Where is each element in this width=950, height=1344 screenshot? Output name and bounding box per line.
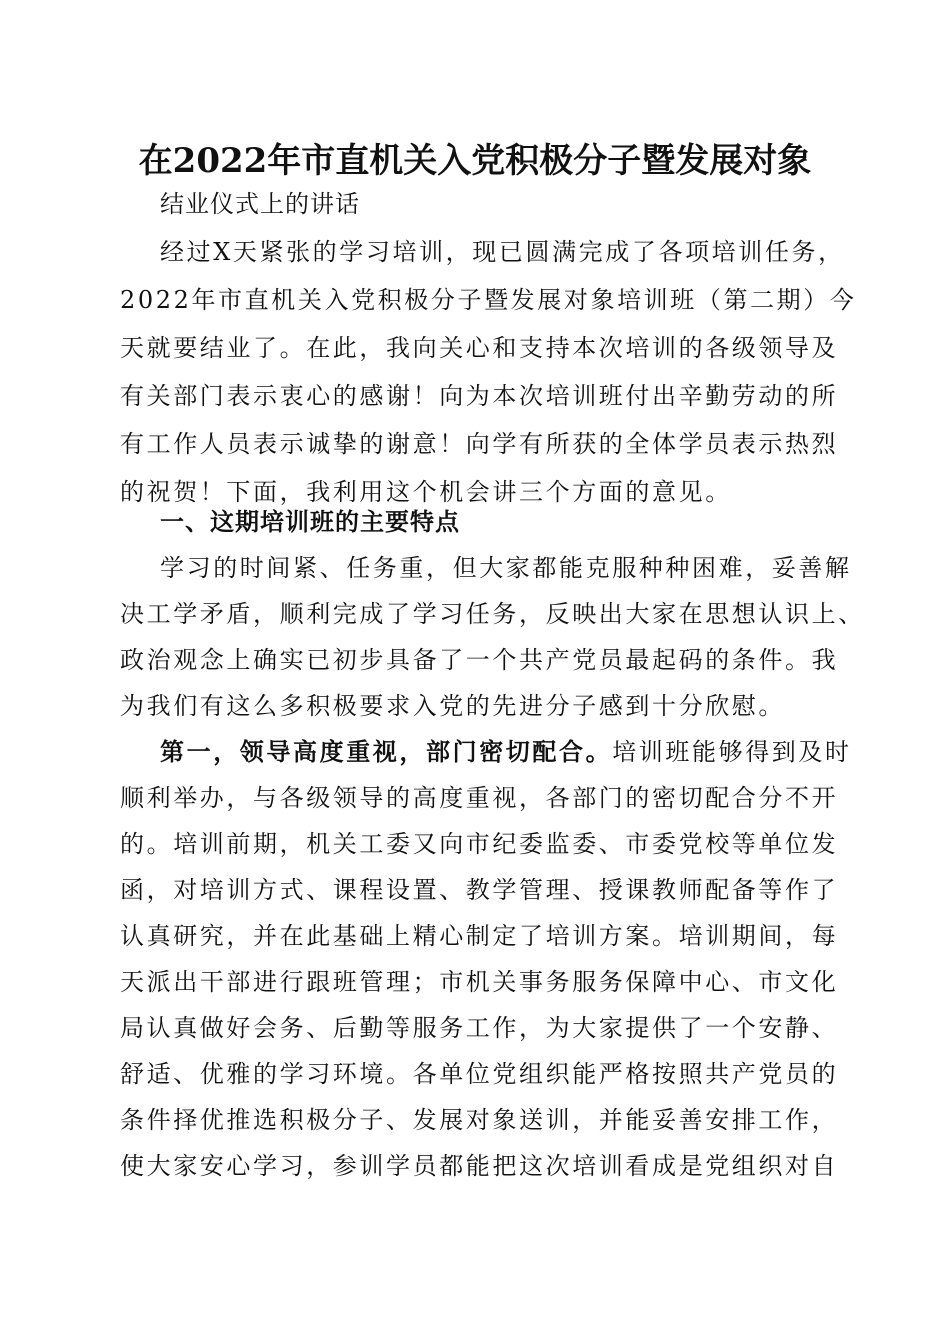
paragraph-line: 有工作人员表示诚挚的谢意！向学有所获的全体学员表示热烈 [120, 430, 839, 458]
document-subtitle: 结业仪式上的讲话 [160, 190, 360, 218]
paragraph-line: 政治观念上确实已初步具备了一个共产党员最起码的条件。我 [120, 646, 839, 674]
paragraph-line: 顺利举办，与各级领导的高度重视，各部门的密切配合分不开 [120, 784, 839, 812]
paragraph-line: 局认真做好会务、后勤等服务工作，为大家提供了一个安静、 [120, 1014, 839, 1042]
paragraph-line: 有关部门表示衷心的感谢！向为本次培训班付出辛勤劳动的所 [120, 382, 839, 410]
paragraph-line: 经过X天紧张的学习培训，现已圆满完成了各项培训任务， [160, 238, 845, 266]
paragraph-line: 函，对培训方式、课程设置、教学管理、授课教师配备等作了 [120, 876, 839, 904]
paragraph-line: 天就要结业了。在此，我向关心和支持本次培训的各级领导及 [120, 334, 839, 362]
paragraph-line: 舒适、优雅的学习环境。各单位党组织能严格按照共产党员的 [120, 1060, 839, 1088]
section-heading: 一、这期培训班的主要特点 [160, 507, 460, 536]
paragraph-line: 决工学矛盾，顺利完成了学习任务，反映出大家在思想认识上、 [120, 600, 865, 628]
paragraph-line: 2022年市直机关入党积极分子暨发展对象培训班（第二期）今 [120, 286, 857, 314]
paragraph-line: 学习的时间紧、任务重，但大家都能克服种种困难，妥善解 [160, 554, 852, 582]
document-title: 在2022年市直机关入党积极分子暨发展对象 [138, 141, 812, 181]
paragraph-line [160, 728, 880, 776]
paragraph-line: 天派出干部进行跟班管理；市机关事务服务保障中心、市文化 [120, 968, 839, 996]
paragraph-line: 认真研究，并在此基础上精心制定了培训方案。培训期间，每 [120, 922, 839, 950]
paragraph-text: 培训班能够得到及时 [612, 738, 852, 766]
paragraph-line: 的。培训前期，机关工委又向市纪委监委、市委党校等单位发 [120, 830, 839, 858]
paragraph-line: 为我们有这么多积极要求入党的先进分子感到十分欣慰。 [120, 692, 785, 720]
paragraph-line: 使大家安心学习，参训学员都能把这次培训看成是党组织对自 [120, 1152, 839, 1180]
paragraph-lead: 第一，领导高度重视，部门密切配合。 [160, 737, 613, 766]
paragraph-line: 的祝贺！下面，我利用这个机会讲三个方面的意见。 [120, 478, 732, 506]
paragraph-line: 条件择优推选积极分子、发展对象送训，并能妥善安排工作， [120, 1106, 839, 1134]
